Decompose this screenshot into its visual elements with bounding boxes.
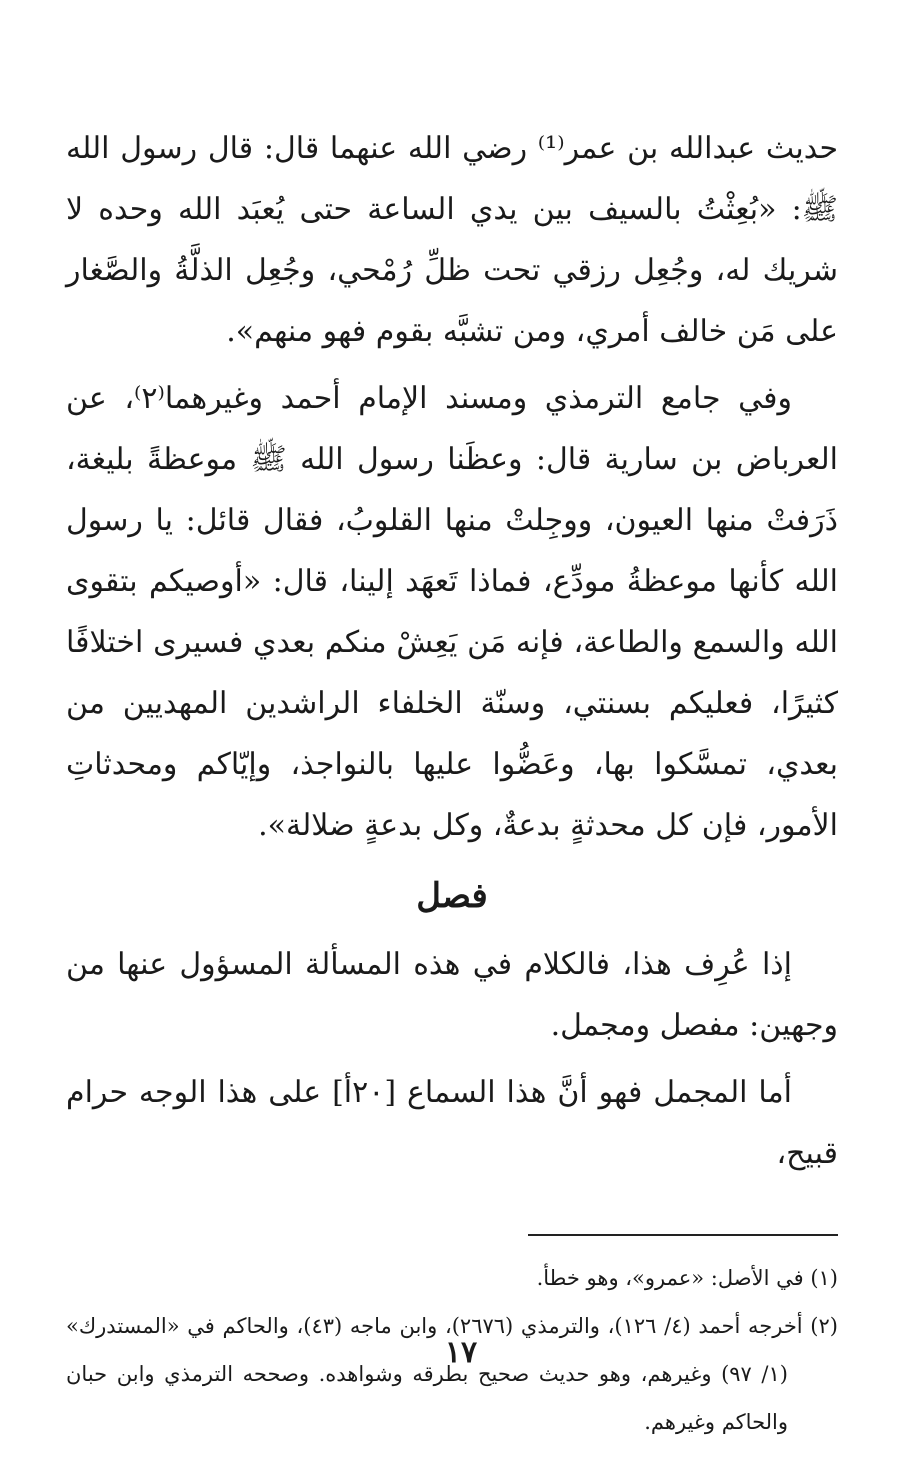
body-paragraph-2: وفي جامع الترمذي ومسند الإمام أحمد وغيرهما⁽٢⁾، عن العرباض بن سارية قال: وعظَنا رسول الله ﷺ موعظةً بليغة، ذَرَفتْ منها العيون، ووجِلتْ منها القلوبُ، فقال قائل: يا رسول الله كأنها موعظةُ مودِّع، فماذا تَعهَد إلينا، قال: «أوصيكم بتقوى الله والسمع والطاعة، فإنه مَن يَعِشْ منكم بعدي فسيرى اختلافًا كثيرًا، فعليكم بسنتي، وسنّة الخلفاء الراشدين المهديين من بعدي، تمسَّكوا بها، وعَضُّوا عليها بالنواجذ، وإيّاكم ومحدثاتِ الأمور، فإن كل محدثةٍ بدعةٌ، وكل بدعةٍ ضلالة». <box>66 381 838 843</box>
footnote-divider <box>528 1234 838 1236</box>
footnote-1: (١) في الأصل: «عمرو»، وهو خطأ. <box>536 1266 838 1290</box>
body-paragraph-1: حديث عبدالله بن عمر⁽¹⁾ رضي الله عنهما قال: قال رسول الله ﷺ: «بُعِثْتُ بالسيف بين يدي الساعة حتى يُعبَد الله وحده لا شريك له، وجُعِل رزقي تحت ظلِّ رُمْحي، وجُعِل الذلَّةُ والصَّغار على مَن خالف أمري، ومن تشبَّه بقوم فهو منهم». <box>66 131 838 349</box>
section-paragraph-2: أما المجمل فهو أنَّ هذا السماع [٢٠أ] على هذا الوجه حرام قبيح، <box>66 1075 838 1171</box>
footnote-2: (٢) أخرجه أحمد (٤/ ١٢٦)، والترمذي (٢٦٧٦)، وابن ماجه (٤٣)، والحاكم في «المستدرك» (١/ ٩٧) وغيرهم، وهو حديث صحيح بطرقه وشواهده. وصححه الترمذي وابن حبان والحاكم وغيرهم. <box>66 1314 838 1434</box>
page-number: ١٧ <box>444 1335 478 1370</box>
section-paragraph-1: إذا عُرِف هذا، فالكلام في هذه المسألة المسؤول عنها من وجهين: مفصل ومجمل. <box>66 947 838 1043</box>
section-heading: فصل <box>416 876 488 916</box>
